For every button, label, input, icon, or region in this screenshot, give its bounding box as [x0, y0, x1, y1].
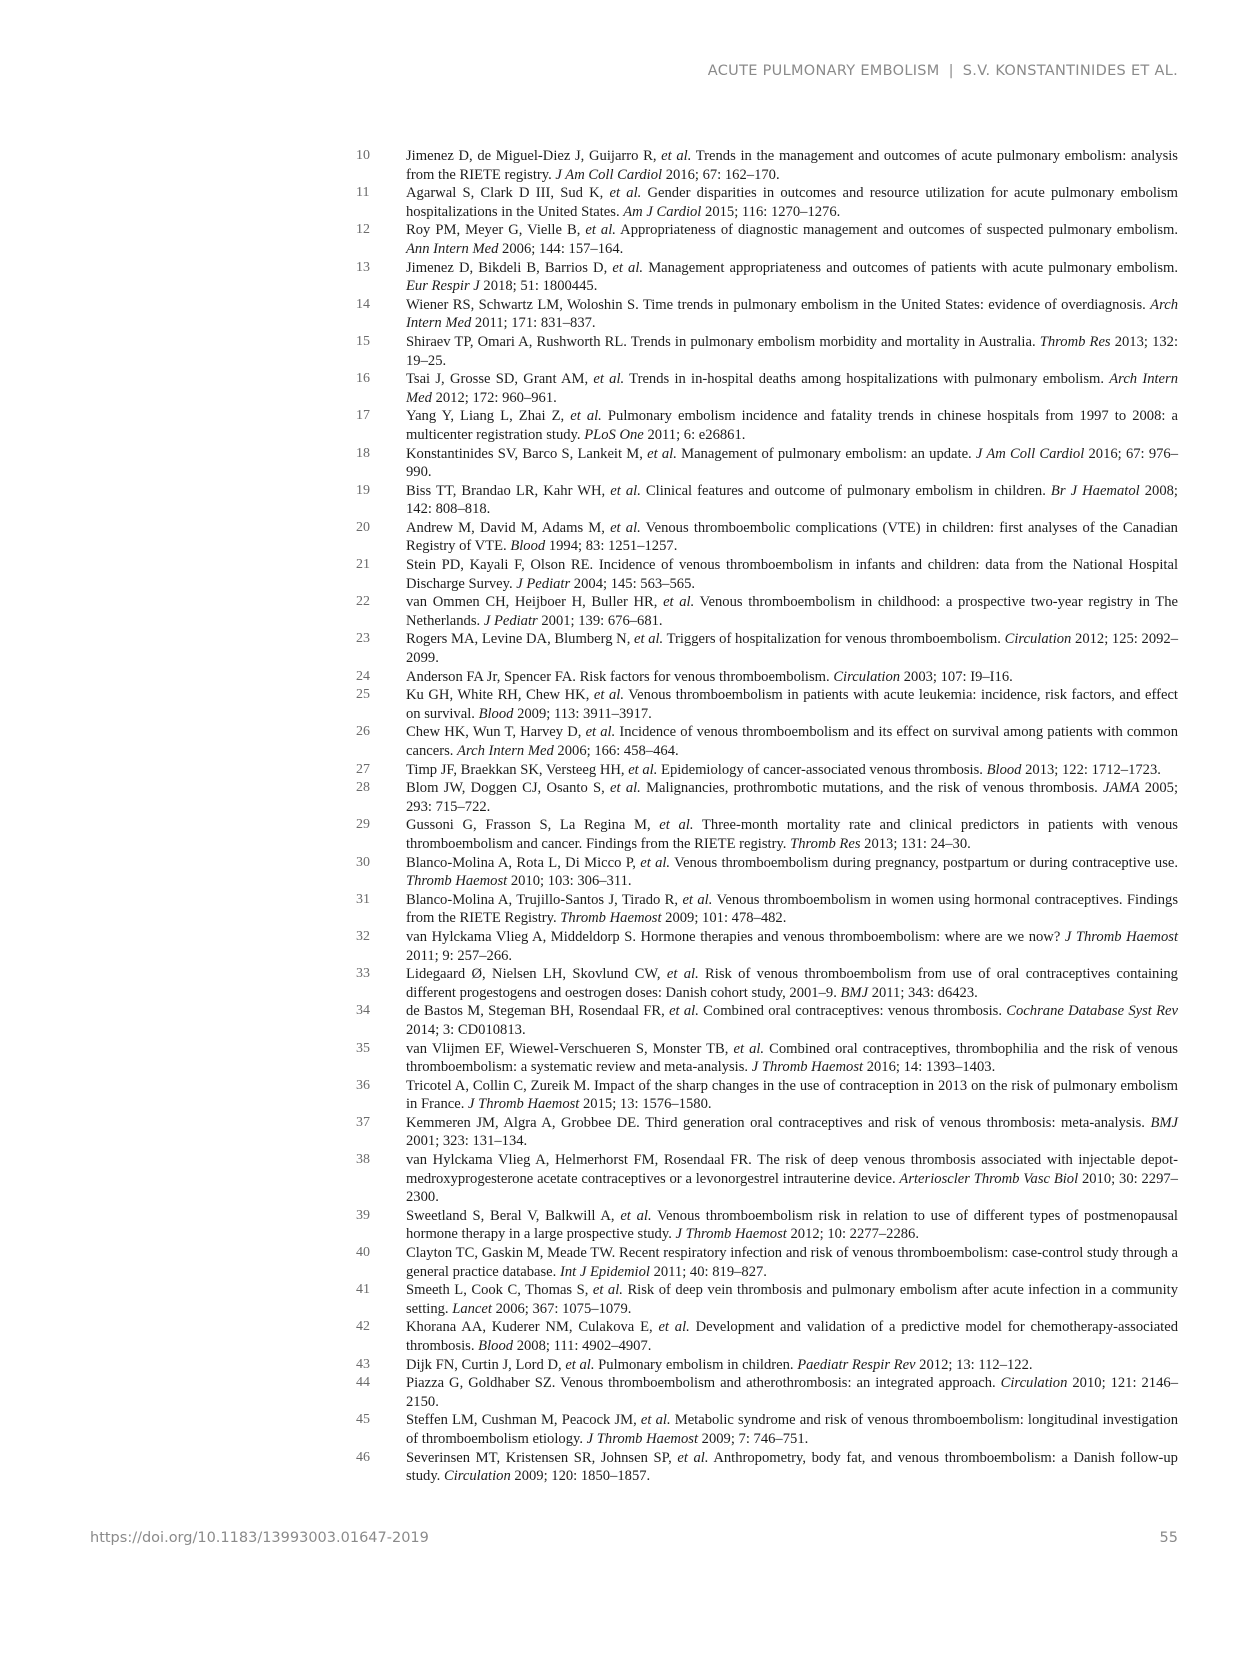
reference-citation: 2011; 9: 257–266. [406, 947, 513, 964]
reference-number: 28 [356, 780, 370, 796]
reference-title: Combined oral contraceptives: venous thrombosis. [698, 1003, 1007, 1020]
reference-journal: Thromb Res [1039, 333, 1111, 350]
reference-citation: 2011; 343: d6423. [868, 984, 978, 1001]
reference-authors: Jimenez D, Bikdeli B, Barrios D, [406, 259, 613, 276]
reference-citation: 2012; 125: 2092–2099. [406, 631, 1179, 667]
reference-text [406, 593, 1178, 630]
reference-item [356, 519, 1178, 556]
reference-citation: 2013; 132: 19–25. [406, 333, 1179, 369]
reference-number: 23 [356, 631, 370, 647]
reference-text [406, 668, 1178, 687]
reference-item [356, 761, 1178, 780]
reference-title: Malignancies, prothrombotic mutations, and the risk of venous thrombosis. [640, 780, 1104, 797]
reference-title: Venous thromboembolic complications (VTE) in children: first analyses of the Canadian Registry of VTE. [406, 519, 1178, 555]
reference-authors: Andrew M, David M, Adams M, [406, 519, 611, 536]
reference-citation: 2006; 144: 157–164. [498, 240, 624, 257]
reference-item [356, 928, 1178, 965]
reference-item [356, 891, 1178, 928]
reference-title: Pulmonary embolism in children. [594, 1356, 798, 1373]
reference-text [406, 445, 1178, 482]
reference-authors: Severinsen MT, Kristensen SR, Johnsen SP, [406, 1449, 678, 1466]
reference-text [406, 333, 1178, 370]
reference-journal: Paediatr Respir Rev [797, 1356, 916, 1373]
reference-number: 13 [356, 259, 370, 275]
reference-authors: Tsai J, Grosse SD, Grant AM, [406, 371, 594, 388]
reference-et-al: et al. [647, 445, 677, 462]
reference-number: 10 [356, 148, 370, 163]
reference-item [356, 184, 1178, 221]
reference-citation: 2006; 367: 1075–1079. [491, 1300, 632, 1317]
reference-text [406, 482, 1178, 519]
reference-text [406, 519, 1178, 556]
reference-item [356, 630, 1178, 667]
reference-title: Epidemiology of cancer-associated venous thrombosis. [657, 761, 987, 778]
reference-title: Venous thromboembolism in childhood: a prospective two-year registry in The Netherlands. [406, 594, 1178, 629]
reference-authors: Blom JW, Doggen CJ, Osanto S, [406, 780, 611, 797]
reference-citation: 2013; 122: 1712–1723. [1021, 761, 1161, 778]
reference-journal: Arch Intern Med [406, 296, 1178, 332]
reference-journal: JAMA [1103, 780, 1140, 797]
reference-citation: 2009; 113: 3911–3917. [513, 705, 652, 722]
reference-text [406, 296, 1178, 333]
reference-journal: Arch Intern Med [406, 371, 1179, 406]
doi-link[interactable]: https://doi.org/10.1183/13993003.01647-2019 [90, 1530, 429, 1546]
reference-citation: 2001; 139: 676–681. [537, 612, 663, 629]
reference-item [356, 668, 1178, 687]
reference-number: 38 [356, 1152, 370, 1168]
reference-list [356, 147, 1178, 1486]
reference-et-al: et al. [640, 854, 671, 871]
reference-journal: J Pediatr [516, 575, 571, 592]
reference-citation: 2008; 142: 808–818. [406, 482, 1178, 518]
reference-et-al: et al. [610, 519, 641, 536]
reference-item [356, 1356, 1178, 1375]
reference-journal: J Pediatr [483, 612, 538, 629]
reference-journal: Arch Intern Med [457, 743, 554, 759]
reference-et-al: et al. [585, 724, 616, 741]
reference-journal: Thromb Haemost [560, 910, 662, 927]
reference-item [356, 1449, 1178, 1486]
reference-title: Three-month mortality rate and clinical predictors in patients with venous thromboembolism and cancer. Findings from the RIETE registry. [406, 817, 1178, 852]
reference-et-al: et al. [610, 482, 641, 499]
reference-text [406, 779, 1178, 816]
reference-et-al: et al. [609, 185, 642, 202]
reference-text [406, 221, 1178, 258]
reference-citation: 2016; 67: 976–990. [406, 445, 1179, 481]
reference-text [406, 147, 1178, 184]
reference-journal: Thromb Res [790, 835, 861, 852]
reference-authors: de Bastos M, Stegeman BH, Rosendaal FR, [406, 1003, 670, 1020]
reference-number: 42 [356, 1319, 370, 1335]
reference-number: 39 [356, 1207, 370, 1223]
reference-number: 31 [356, 891, 370, 907]
reference-title: Combined oral contraceptives, thrombophilia and the risk of venous thromboembolism: a systematic review and meta-analysis. [406, 1040, 1178, 1076]
reference-title: Risk of venous thromboembolism from use of oral contraceptives containing different progestogens and oestrogen doses: Danish cohort study, 2001–9. [406, 966, 1178, 1001]
reference-authors: Biss TT, Brandao LR, Kahr WH, [406, 482, 611, 499]
reference-number: 24 [356, 668, 370, 684]
reference-text [406, 1356, 1178, 1375]
reference-text [406, 1207, 1178, 1244]
reference-item [356, 1040, 1178, 1077]
reference-authors: Dijk FN, Curtin J, Lord D, [406, 1356, 566, 1373]
reference-text [406, 1151, 1178, 1207]
reference-et-al: et al. [593, 687, 624, 704]
reference-citation: 2005; 293: 715–722. [406, 780, 1179, 815]
page-number: 55 [1159, 1530, 1178, 1546]
reference-item [356, 370, 1178, 407]
reference-journal: J Thromb Haemost [468, 1096, 580, 1113]
reference-et-al: et al. [620, 1207, 652, 1224]
reference-number: 33 [356, 966, 370, 982]
reference-journal: Cochrane Database Syst Rev [1006, 1003, 1179, 1020]
reference-authors: Konstantinides SV, Barco S, Lankeit M, [406, 445, 648, 462]
reference-text [406, 1077, 1178, 1114]
reference-title: Venous thromboembolism during pregnancy, postpartum or during contraceptive use. [670, 854, 1178, 871]
reference-item [356, 296, 1178, 333]
reference-citation: 2004; 145: 563–565. [570, 575, 696, 592]
reference-number: 22 [356, 594, 370, 610]
reference-item [356, 1318, 1178, 1355]
reference-number: 12 [356, 222, 370, 238]
reference-authors: Blanco-Molina A, Trujillo-Santos J, Tirado R, [406, 891, 683, 908]
reference-journal: BMJ [840, 984, 869, 1001]
reference-title: Gender disparities in outcomes and resource utilization for acute pulmonary embolism hospitalizations in the United States. [406, 185, 1179, 220]
reference-number: 15 [356, 333, 370, 349]
reference-item [356, 854, 1178, 891]
reference-et-al: et al. [733, 1040, 765, 1057]
reference-item [356, 1281, 1178, 1318]
reference-authors: Chew HK, Wun T, Harvey D, [406, 724, 586, 741]
reference-item [356, 407, 1178, 444]
reference-title: Venous thromboembolism in women using hormonal contraceptives. Findings from the RIETE Registry. [406, 891, 1178, 927]
reference-item [356, 779, 1178, 816]
reference-authors: Tricotel A, Collin C, Zureik M. Impact of the sharp changes in the use of contraception in 2013 on the risk of pulmonary embolism in France. [406, 1077, 1178, 1113]
reference-number: 40 [356, 1245, 370, 1261]
reference-journal: Circulation [833, 668, 901, 685]
reference-citation: 2018; 51: 1800445. [479, 278, 598, 295]
reference-authors: Timp JF, Braekkan SK, Versteeg HH, [406, 761, 629, 778]
reference-title: Management appropriateness and outcomes of patients with acute pulmonary embolism. [643, 259, 1178, 276]
reference-number: 11 [356, 185, 370, 201]
reference-text [406, 1318, 1178, 1355]
reference-et-al: et al. [593, 371, 625, 388]
reference-citation: 2016; 14: 1393–1403. [863, 1059, 996, 1076]
reference-journal: Ann Intern Med [406, 240, 499, 257]
reference-journal: Circulation [1000, 1375, 1068, 1392]
reference-et-al: et al. [658, 1319, 690, 1336]
reference-text [406, 630, 1178, 667]
reference-authors: Anderson FA Jr, Spencer FA. Risk factors for venous thromboembolism. [406, 668, 834, 685]
reference-text [406, 1114, 1178, 1151]
reference-authors: Ku GH, White RH, Chew HK, [406, 687, 594, 704]
reference-authors: van Vlijmen EF, Wiewel-Verschueren S, Monster TB, [406, 1040, 734, 1057]
reference-text [406, 686, 1178, 723]
reference-journal: Circulation [1004, 631, 1072, 648]
reference-journal: Blood [510, 538, 546, 555]
reference-number: 41 [356, 1282, 370, 1298]
reference-citation: 2010; 30: 2297–2300. [406, 1170, 1178, 1206]
reference-citation: 2011; 40: 819–827. [649, 1263, 767, 1280]
reference-number: 19 [356, 482, 370, 498]
reference-citation: 2012; 172: 960–961. [431, 389, 557, 406]
reference-text [406, 761, 1178, 780]
reference-journal: Am J Cardiol [623, 203, 702, 220]
reference-text [406, 1281, 1178, 1318]
running-head [708, 63, 1178, 79]
reference-citation: 2012; 13: 112–122. [915, 1356, 1033, 1373]
reference-journal: Thromb Haemost [406, 873, 508, 890]
reference-et-al: et al. [677, 1449, 709, 1466]
running-head-separator: | [948, 63, 954, 79]
reference-text [406, 816, 1178, 853]
running-head-title: ACUTE PULMONARY EMBOLISM [707, 63, 940, 79]
reference-text [406, 1449, 1178, 1486]
reference-authors: van Hylckama Vlieg A, Middeldorp S. Hormone therapies and venous thromboembolism: where are we now? [406, 928, 1065, 945]
reference-authors: Sweetland S, Beral V, Balkwill A, [406, 1207, 621, 1224]
reference-journal: Blood [478, 1338, 514, 1354]
reference-text [406, 1040, 1178, 1077]
reference-authors: Smeeth L, Cook C, Thomas S, [406, 1282, 593, 1299]
reference-number: 18 [356, 445, 370, 461]
reference-title: Risk of deep vein thrombosis and pulmonary embolism after acute infection in a community setting. [406, 1282, 1178, 1317]
reference-title: Anthropometry, body fat, and venous thromboembolism: a Danish follow-up study. [406, 1449, 1178, 1485]
reference-item [356, 445, 1178, 482]
reference-authors: van Hylckama Vlieg A, Helmerhorst FM, Rosendaal FR. The risk of deep venous thrombosis associated with injectable depot-medroxyprogesterone acetate contraceptives or a levonorgestrel intrauterine device. [406, 1152, 1178, 1187]
reference-citation: 1994; 83: 1251–1257. [545, 538, 678, 555]
reference-title: Triggers of hospitalization for venous thromboembolism. [663, 631, 1005, 648]
reference-authors: Gussoni G, Frasson S, La Regina M, [406, 817, 660, 834]
reference-text [406, 1374, 1178, 1411]
reference-authors: Shiraev TP, Omari A, Rushworth RL. Trends in pulmonary embolism morbidity and mortality in Australia. [406, 333, 1040, 350]
reference-text [406, 259, 1178, 296]
reference-et-al: et al. [682, 891, 713, 908]
reference-text [406, 370, 1178, 407]
reference-citation: 2014; 3: CD010813. [406, 1021, 526, 1038]
reference-number: 46 [356, 1449, 370, 1465]
reference-title: Trends in the management and outcomes of acute pulmonary embolism: analysis from the RIETE registry. [406, 148, 1178, 183]
reference-authors: Wiener RS, Schwartz LM, Woloshin S. Time trends in pulmonary embolism in the United States: evidence of overdiagnosis. [406, 296, 1151, 313]
reference-title: Management of pulmonary embolism: an update. [676, 445, 976, 462]
reference-journal: Arterioscler Thromb Vasc Biol [899, 1170, 1079, 1187]
reference-authors: Blanco-Molina A, Rota L, Di Micco P, [406, 854, 641, 871]
reference-text [406, 928, 1178, 965]
reference-et-al: et al. [661, 148, 692, 164]
reference-citation: 2010; 103: 306–311. [507, 873, 632, 890]
reference-number: 17 [356, 408, 370, 424]
reference-item [356, 723, 1178, 760]
reference-citation: 2001; 323: 131–134. [406, 1133, 528, 1150]
reference-number: 20 [356, 519, 370, 535]
reference-number: 27 [356, 761, 370, 777]
reference-journal: J Am Coll Cardiol [555, 166, 663, 183]
reference-et-al: et al. [570, 408, 602, 425]
reference-authors: Roy PM, Meyer G, Vielle B, [406, 222, 586, 239]
reference-text [406, 891, 1178, 928]
reference-et-al: et al. [659, 817, 694, 834]
reference-journal: Blood [986, 761, 1022, 778]
reference-journal: J Thromb Haemost [675, 1226, 787, 1243]
reference-authors: Khorana AA, Kuderer NM, Culakova E, [406, 1319, 659, 1336]
reference-text [406, 965, 1178, 1002]
reference-item [356, 147, 1178, 184]
reference-item [356, 259, 1178, 296]
reference-et-al: et al. [610, 780, 641, 797]
reference-authors: Clayton TC, Gaskin M, Meade TW. Recent respiratory infection and risk of venous thromboembolism: case-control study through a general practice database. [406, 1245, 1178, 1280]
reference-citation: 2011; 171: 831–837. [471, 315, 596, 332]
reference-authors: Rogers MA, Levine DA, Blumberg N, [406, 631, 634, 648]
reference-item [356, 816, 1178, 853]
reference-number: 25 [356, 687, 370, 703]
reference-text [406, 556, 1178, 593]
reference-title: Incidence of venous thromboembolism and its effect on survival among patients with common cancers. [406, 724, 1178, 759]
reference-authors: Yang Y, Liang L, Zhai Z, [406, 408, 571, 425]
reference-citation: 2015; 13: 1576–1580. [579, 1096, 712, 1113]
reference-number: 34 [356, 1003, 370, 1019]
reference-et-al: et al. [612, 259, 644, 276]
reference-et-al: et al. [669, 1003, 699, 1020]
reference-citation: 2008; 111: 4902–4907. [513, 1338, 652, 1354]
reference-citation: 2003; 107: I9–I16. [900, 668, 1013, 685]
reference-et-al: et al. [634, 631, 664, 648]
reference-item [356, 482, 1178, 519]
reference-number: 14 [356, 296, 370, 312]
reference-citation: 2015; 116: 1270–1276. [701, 203, 841, 220]
reference-authors: Piazza G, Goldhaber SZ. Venous thromboembolism and atherothrombosis: an integrated approach. [406, 1375, 1001, 1392]
reference-et-al: et al. [666, 966, 699, 983]
reference-authors: Kemmeren JM, Algra A, Grobbee DE. Third generation oral contraceptives and risk of venous thrombosis: meta-analysis. [406, 1114, 1151, 1131]
reference-item [356, 1374, 1178, 1411]
reference-authors: van Ommen CH, Heijboer H, Buller HR, [406, 594, 664, 611]
reference-title: Trends in in-hospital deaths among hospitalizations with pulmonary embolism. [624, 371, 1110, 388]
reference-journal: J Thromb Haemost [586, 1430, 698, 1447]
reference-text [406, 1002, 1178, 1039]
reference-citation: 2006; 166: 458–464. [553, 743, 679, 759]
reference-title: Clinical features and outcome of pulmonary embolism in children. [640, 482, 1051, 499]
reference-journal: BMJ [1150, 1114, 1178, 1131]
reference-item [356, 556, 1178, 593]
reference-item [356, 1244, 1178, 1281]
reference-item [356, 593, 1178, 630]
reference-journal: J Thromb Haemost [751, 1059, 864, 1076]
reference-item [356, 1207, 1178, 1244]
reference-text [406, 1244, 1178, 1281]
reference-citation: 2009; 7: 746–751. [698, 1430, 809, 1447]
reference-et-al: et al. [592, 1282, 623, 1299]
reference-journal: Int J Epidemiol [559, 1263, 650, 1280]
reference-title: Venous thromboembolism risk in relation to use of different types of postmenopausal hormone therapy in a large prospective study. [406, 1207, 1178, 1243]
reference-number: 35 [356, 1040, 370, 1056]
reference-number: 43 [356, 1356, 370, 1372]
reference-authors: Agarwal S, Clark D III, Sud K, [406, 185, 610, 202]
reference-number: 36 [356, 1077, 370, 1093]
reference-text [406, 184, 1178, 221]
reference-title: Pulmonary embolism incidence and fatality trends in chinese hospitals from 1997 to 2008: a multicenter registration study. [406, 408, 1179, 443]
reference-number: 29 [356, 817, 370, 833]
reference-text [406, 1411, 1178, 1448]
reference-citation: 2009; 120: 1850–1857. [510, 1468, 651, 1485]
reference-item [356, 1077, 1178, 1114]
reference-text [406, 407, 1178, 444]
reference-item [356, 1411, 1178, 1448]
reference-citation: 2012; 10: 2277–2286. [786, 1226, 919, 1243]
reference-item [356, 686, 1178, 723]
reference-journal: Eur Respir J [406, 278, 480, 295]
reference-citation: 2013; 131: 24–30. [860, 835, 971, 852]
reference-title: Metabolic syndrome and risk of venous thromboembolism: longitudinal investigation of thromboembolism etiology. [406, 1412, 1178, 1447]
reference-item [356, 1002, 1178, 1039]
reference-et-al: et al. [663, 594, 695, 611]
reference-number: 37 [356, 1114, 370, 1130]
reference-journal: J Thromb Haemost [1064, 928, 1179, 945]
reference-et-al: et al. [640, 1412, 671, 1429]
reference-title: Development and validation of a predictive model for chemotherapy-associated thrombosis. [406, 1319, 1178, 1354]
reference-citation: 2011; 6: e26861. [643, 426, 746, 443]
reference-authors: Stein PD, Kayali F, Olson RE. Incidence of venous thromboembolism in infants and children: data from the National Hospital Discharge Survey. [406, 557, 1178, 592]
reference-et-al: et al. [565, 1356, 595, 1373]
reference-text [406, 723, 1178, 760]
reference-authors: Lidegaard Ø, Nielsen LH, Skovlund CW, [406, 966, 667, 983]
reference-number: 30 [356, 854, 370, 870]
reference-citation: 2009; 101: 478–482. [661, 910, 787, 927]
reference-journal: Circulation [443, 1468, 511, 1485]
reference-number: 45 [356, 1412, 370, 1428]
reference-et-al: et al. [628, 761, 658, 778]
reference-number: 16 [356, 371, 370, 387]
reference-journal: J Am Coll Cardiol [975, 445, 1085, 462]
reference-citation: 2016; 67: 162–170. [662, 166, 780, 183]
reference-journal: Lancet [452, 1300, 492, 1317]
reference-item [356, 1151, 1178, 1207]
reference-journal: Br J Haematol [1050, 482, 1140, 499]
reference-item [356, 1114, 1178, 1151]
reference-item [356, 965, 1178, 1002]
reference-number: 26 [356, 724, 370, 740]
reference-et-al: et al. [585, 222, 616, 239]
reference-citation: 2010; 121: 2146–2150. [406, 1375, 1178, 1410]
reference-text [406, 854, 1178, 891]
reference-item [356, 333, 1178, 370]
reference-number: 21 [356, 557, 370, 573]
reference-authors: Jimenez D, de Miguel-Diez J, Guijarro R, [406, 148, 662, 164]
reference-journal: Blood [478, 705, 514, 722]
reference-authors: Steffen LM, Cushman M, Peacock JM, [406, 1412, 641, 1429]
running-head-authors: S.V. KONSTANTINIDES ET AL. [962, 63, 1178, 79]
reference-number: 32 [356, 928, 370, 944]
reference-item [356, 221, 1178, 258]
reference-title: Appropriateness of diagnostic management and outcomes of suspected pulmonary embolism. [615, 222, 1179, 239]
reference-journal: PLoS One [584, 426, 644, 443]
reference-title: Venous thromboembolism in patients with acute leukemia: incidence, risk factors, and effect on survival. [406, 687, 1178, 722]
reference-number: 44 [356, 1375, 370, 1391]
